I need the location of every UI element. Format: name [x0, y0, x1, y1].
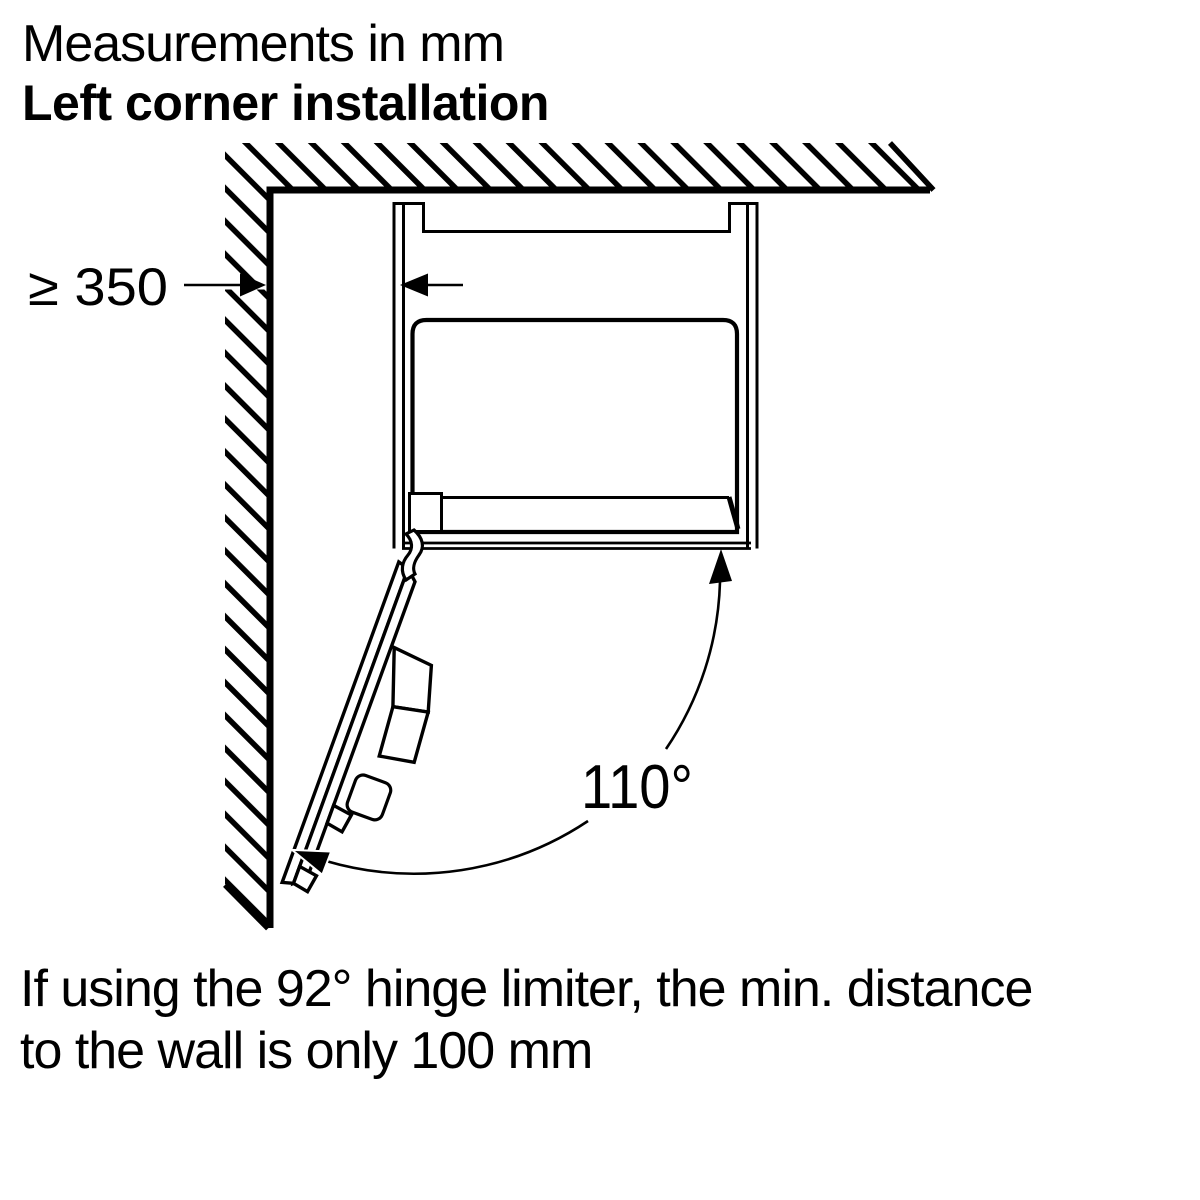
footnote [20, 958, 1032, 1082]
min-distance-label: ≥ 350 [28, 258, 168, 317]
footnote-line1: If using the 92° hinge limiter, the min. distance [20, 960, 1033, 1018]
angle-arc-lower [326, 821, 588, 874]
page-title: Left corner installation [22, 75, 549, 131]
hinge-block [410, 494, 442, 532]
angle-arrow-up-icon [709, 549, 732, 584]
measurements-note: Measurements in mm [22, 15, 504, 73]
angle-arc-upper [666, 582, 720, 749]
door-inner-block-lower [375, 700, 431, 768]
hinge-hook [402, 530, 422, 580]
appliance-body [413, 320, 738, 532]
door-opening-angle-label: 110° [581, 753, 693, 822]
footnote-line2: to the wall is only 100 mm [20, 1022, 593, 1080]
appliance-bottom-lines [402, 543, 751, 549]
